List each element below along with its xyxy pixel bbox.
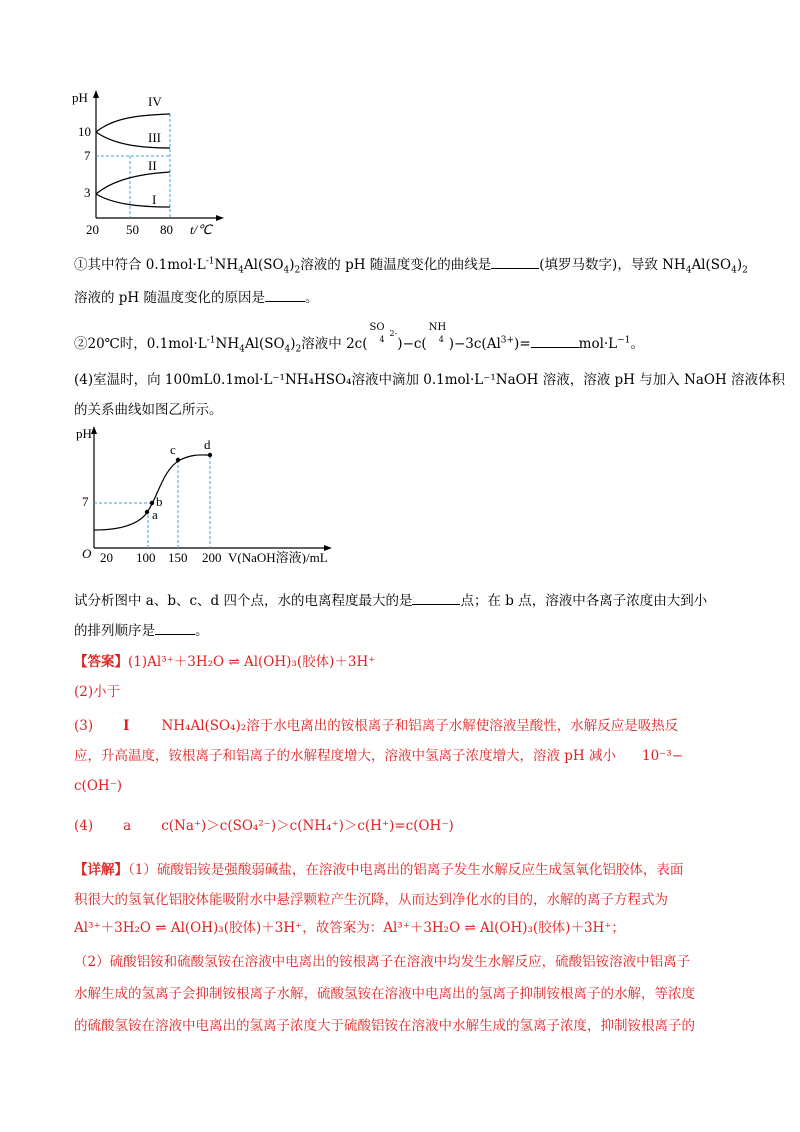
answer-blank-1[interactable] (491, 254, 539, 269)
label-b: b (156, 494, 163, 509)
point-a (145, 510, 149, 514)
q4-line4: 的排列顺序是 。 (74, 620, 209, 641)
label-I: I (152, 192, 157, 207)
detail-line6: 的硫酸氢铵在溶液中电离出的氢离子浓度大于硫酸铝铵在溶液中水解生成的氢离子浓度，抑制铵根离子的 (74, 1018, 695, 1034)
x-tick-20: 20 (100, 550, 113, 564)
origin-label: O (82, 546, 92, 561)
y-tick-10: 10 (78, 124, 91, 139)
figure-ph-vs-naoh-volume (76, 424, 346, 564)
q4-line2: 的关系曲线如图乙所示。 (74, 402, 223, 418)
x-tick-50: 50 (126, 222, 139, 237)
x-axis-label: t/℃ (190, 222, 212, 237)
answer-line4: 应，升高温度，铵根离子和铝离子的水解程度增大，溶液中氢离子浓度增大，溶液 pH 减小 10⁻³− (74, 748, 684, 764)
point-b (150, 501, 154, 505)
y-tick-3: 3 (84, 185, 91, 200)
ammonium-ion: NH 4 (428, 322, 447, 344)
q3-line2: 溶液的 pH 随温度变化的原因是 。 (74, 287, 319, 308)
q3-line1: ①其中符合 $0.1mol\cdot L^{-1}NH_4Al(SO_4)_2$溶液的 pH 随温度变化的曲线是 (填罗马数字)，导致 $NH_4Al(SO_4)_2$ (74, 254, 748, 275)
label-II: II (148, 158, 157, 173)
detail-line3: Al³⁺＋3H₂O ⇌ Al(OH)₃(胶体)＋3H⁺，故答案为：Al³⁺＋3H₂O ⇌ Al(OH)₃(胶体)＋3H⁺； (74, 920, 625, 936)
point-d (208, 453, 212, 457)
answer-line3: (3) I NH₄Al(SO₄)₂溶于水电离出的铵根离子和铝离子水解使溶液呈酸性，水解反应是吸热反 (74, 718, 679, 734)
label-c: c (170, 442, 176, 457)
q4-line1: (4)室温时，向 100mL0.1mol·L⁻¹NH₄HSO₄溶液中滴加 0.1mol·L⁻¹NaOH 溶液，溶液 pH 与加入 NaOH 溶液体积 (74, 372, 786, 388)
detail-line1: 【详解】（1）硫酸铝铵是强酸弱碱盐，在溶液中电离出的铝离子发生水解反应生成氢氧化铝胶体，表面 (74, 862, 684, 878)
detail-line5: 水解生成的氢离子会抑制铵根离子水解，硫酸氢铵在溶液中电离出的氢离子抑制铵根离子的水解，等浓度 (74, 986, 695, 1002)
answer-blank-5[interactable] (155, 620, 195, 635)
answer-line2: (2)小于 (74, 684, 121, 700)
x-tick-150: 150 (168, 550, 188, 564)
label-III: III (148, 130, 161, 145)
point-c (176, 458, 180, 462)
sulfate-ion: SO 4 (369, 322, 385, 344)
x-tick-80: 80 (160, 222, 173, 237)
detail-line4: （2）硫酸铝铵和硫酸氢铵在溶液中电离出的铵根离子在溶液中均发生水解反应，硫酸铝铵溶液中铝离子 (74, 954, 691, 970)
label-d: d (204, 437, 211, 452)
answer-line6: (4) a c(Na⁺)＞c(SO₄²⁻)＞c(NH₄⁺)＞c(H⁺)=c(OH⁻) (74, 818, 454, 834)
x-axis-label: V(NaOH溶液)/mL (228, 550, 328, 564)
answer-blank-4[interactable] (412, 590, 460, 605)
answer-blank-2[interactable] (265, 287, 305, 302)
answer-line1: 【答案】(1)Al³⁺＋3H₂O ⇌ Al(OH)₃(胶体)＋3H⁺ (74, 654, 376, 670)
y-tick-7: 7 (82, 494, 89, 509)
y-axis-label: pH (72, 90, 88, 105)
q4-line3: 试分析图中 a、b、c、d 四个点，水的电离程度最大的是 点；在 b 点，溶液中各离子浓度由大到小 (74, 590, 707, 611)
q3-line3: ②20℃时，$0.1mol\cdot L^{-1}NH_4Al(SO_4)_2$溶液中 2c( SO 4 $^{2-}$)−c( NH 4 )$-3c(Al^{3+})= mol\cdot L^{-1}$。 (74, 322, 644, 355)
label-IV: IV (148, 94, 162, 109)
curve-II (96, 172, 170, 194)
x-tick-20: 20 (86, 222, 99, 237)
detail-line2: 积很大的氢氧化铝胶体能吸附水中悬浮颗粒产生沉降，从而达到净化水的目的，水解的离子方程式为 (74, 892, 668, 908)
x-tick-200: 200 (202, 550, 222, 564)
label-a: a (152, 507, 158, 522)
x-tick-100: 100 (136, 550, 156, 564)
answer-blank-3[interactable] (531, 333, 579, 348)
figure-ph-vs-temperature (68, 88, 238, 238)
y-axis-label: pH (76, 426, 92, 441)
answer-line5: c(OH⁻) (74, 778, 123, 794)
curve-I (96, 194, 170, 207)
y-tick-7: 7 (84, 148, 91, 163)
